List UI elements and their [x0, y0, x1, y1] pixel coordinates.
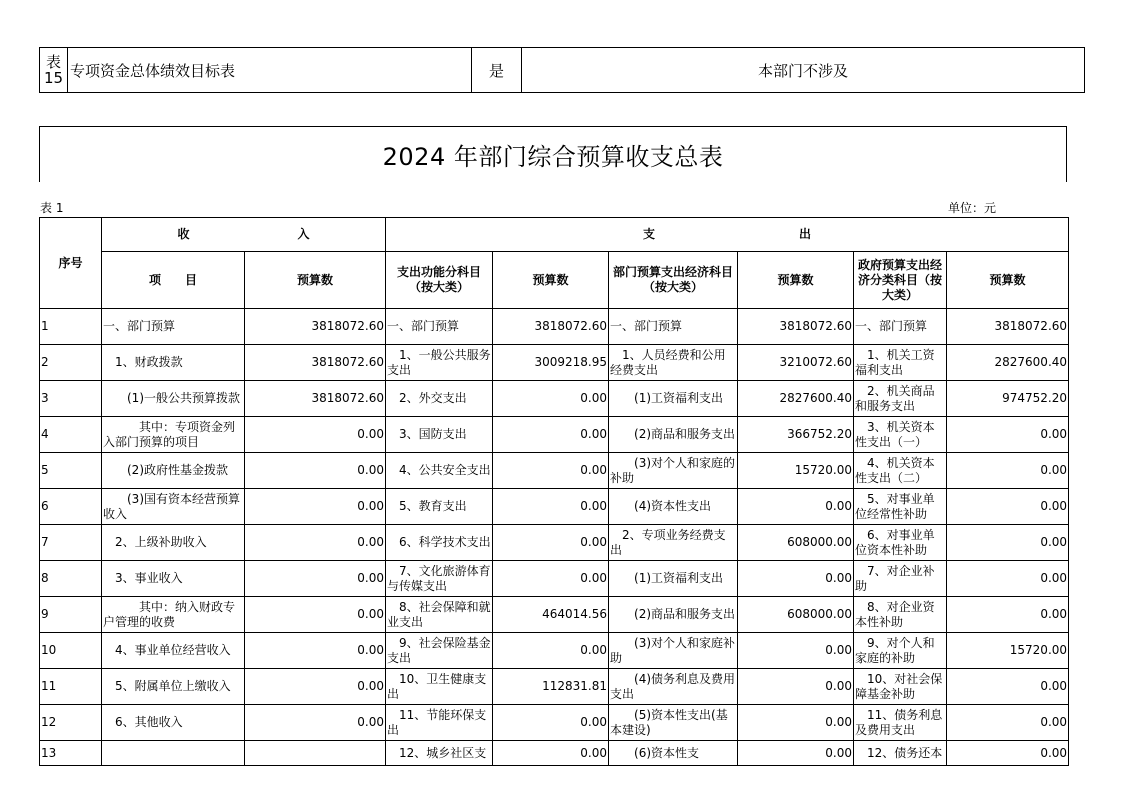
func-item-cell: 11、节能环保支出 [386, 705, 493, 741]
func-item-cell: 8、社会保障和就业支出 [386, 597, 493, 633]
seq-cell: 8 [40, 561, 102, 597]
gov-item-cell: 11、债务利息及费用支出 [854, 705, 947, 741]
dept-budget-cell: 3210072.60 [738, 345, 854, 381]
gov-item-cell: 5、对事业单位经常性补助 [854, 489, 947, 525]
func-budget-cell: 0.00 [493, 525, 609, 561]
func-item-cell: 1、一般公共服务支出 [386, 345, 493, 381]
gov-econ-header: 政府预算支出经济分类科目（按大类） [854, 252, 947, 309]
income-item-cell: 1、财政拨款 [102, 345, 245, 381]
gov-budget-cell: 0.00 [947, 561, 1069, 597]
table-row [40, 597, 1069, 633]
table-row [40, 453, 1069, 489]
dept-budget-cell: 0.00 [738, 705, 854, 741]
gov-item-cell: 2、机关商品和服务支出 [854, 381, 947, 417]
func-item-cell: 12、城乡社区支 [386, 741, 493, 766]
seq-cell: 9 [40, 597, 102, 633]
dept-item-cell: (2)商品和服务支出 [609, 597, 738, 633]
table-number: 表 1 [40, 201, 64, 215]
dept-budget-cell: 0.00 [738, 633, 854, 669]
dept-budget-cell: 366752.20 [738, 417, 854, 453]
func-budget-cell: 0.00 [493, 417, 609, 453]
income-budget-cell: 0.00 [245, 561, 386, 597]
table-row [40, 489, 1069, 525]
income-budget-cell: 0.00 [245, 669, 386, 705]
income-item-cell: (1)一般公共预算拨款 [102, 381, 245, 417]
func-item-cell: 4、公共安全支出 [386, 453, 493, 489]
func-budget-cell: 112831.81 [493, 669, 609, 705]
income-budget-cell: 0.00 [245, 705, 386, 741]
disclosure-flag-cell: 是 [472, 48, 522, 92]
gov-budget-cell: 0.00 [947, 525, 1069, 561]
func-item-cell: 5、教育支出 [386, 489, 493, 525]
expense-header: 支 出 [386, 218, 1069, 252]
dept-item-cell: (4)债务利息及费用支出 [609, 669, 738, 705]
dept-budget-cell: 3818072.60 [738, 309, 854, 345]
dept-budget-cell: 0.00 [738, 489, 854, 525]
gov-budget-cell: 0.00 [947, 705, 1069, 741]
seq-cell: 4 [40, 417, 102, 453]
seq-cell: 2 [40, 345, 102, 381]
func-item-cell: 一、部门预算 [386, 309, 493, 345]
dept-item-cell: 2、专项业务经费支出 [609, 525, 738, 561]
func-class-header: 支出功能分科目（按大类） [386, 252, 493, 309]
gov-budget-header: 预算数 [947, 252, 1069, 309]
gov-budget-cell: 0.00 [947, 669, 1069, 705]
table-row [40, 561, 1069, 597]
table-row [40, 417, 1069, 453]
dept-item-cell: (2)商品和服务支出 [609, 417, 738, 453]
gov-item-cell: 12、债务还本 [854, 741, 947, 766]
income-budget-header: 预算数 [245, 252, 386, 309]
dept-budget-cell: 0.00 [738, 561, 854, 597]
dept-item-cell: (1)工资福利支出 [609, 381, 738, 417]
gov-budget-cell: 3818072.60 [947, 309, 1069, 345]
gov-budget-cell: 2827600.40 [947, 345, 1069, 381]
income-item-cell [102, 741, 245, 766]
table-row [40, 741, 1069, 766]
func-budget-cell: 3818072.60 [493, 309, 609, 345]
func-item-cell: 10、卫生健康支出 [386, 669, 493, 705]
unit-label: 单位：元 [948, 201, 997, 215]
page-title: 2024 年部门综合预算收支总表 [39, 126, 1067, 182]
income-budget-cell: 0.00 [245, 453, 386, 489]
func-item-cell: 6、科学技术支出 [386, 525, 493, 561]
dept-budget-cell: 608000.00 [738, 597, 854, 633]
income-budget-cell: 3818072.60 [245, 381, 386, 417]
gov-item-cell: 4、机关资本性支出（二） [854, 453, 947, 489]
table-row [40, 705, 1069, 741]
table-number-cell [40, 48, 68, 92]
income-item-cell: 其中：纳入财政专户管理的收费 [102, 597, 245, 633]
gov-item-cell: 10、对社会保障基金补助 [854, 669, 947, 705]
table-row [40, 525, 1069, 561]
func-item-cell: 7、文化旅游体育与传媒支出 [386, 561, 493, 597]
gov-budget-cell: 15720.00 [947, 633, 1069, 669]
income-item-header: 项 目 [102, 252, 245, 309]
income-header: 收 入 [102, 218, 386, 252]
gov-budget-cell: 974752.20 [947, 381, 1069, 417]
gov-budget-cell: 0.00 [947, 417, 1069, 453]
table-row [40, 381, 1069, 417]
seq-cell: 10 [40, 633, 102, 669]
income-budget-cell: 0.00 [245, 633, 386, 669]
income-budget-cell: 3818072.60 [245, 309, 386, 345]
income-item-cell: 一、部门预算 [102, 309, 245, 345]
table-row [40, 345, 1069, 381]
seq-cell: 12 [40, 705, 102, 741]
dept-econ-header: 部门预算支出经济科目（按大类） [609, 252, 738, 309]
func-budget-cell: 0.00 [493, 453, 609, 489]
income-item-cell: 4、事业单位经营收入 [102, 633, 245, 669]
gov-item-cell: 8、对企业资本性补助 [854, 597, 947, 633]
seq-cell: 1 [40, 309, 102, 345]
gov-item-cell: 6、对事业单位资本性补助 [854, 525, 947, 561]
func-item-cell: 2、外交支出 [386, 381, 493, 417]
income-item-cell: (2)政府性基金拨款 [102, 453, 245, 489]
seq-cell: 11 [40, 669, 102, 705]
income-budget-cell: 0.00 [245, 597, 386, 633]
gov-budget-cell: 0.00 [947, 597, 1069, 633]
dept-item-cell: (6)资本性支 [609, 741, 738, 766]
gov-budget-cell: 0.00 [947, 489, 1069, 525]
gov-item-cell: 7、对企业补助 [854, 561, 947, 597]
income-budget-cell: 0.00 [245, 417, 386, 453]
dept-item-cell: 1、人员经费和公用经费支出 [609, 345, 738, 381]
dept-item-cell: (1)工资福利支出 [609, 561, 738, 597]
dept-budget-cell: 2827600.40 [738, 381, 854, 417]
func-budget-cell: 3009218.95 [493, 345, 609, 381]
table-row [40, 633, 1069, 669]
func-budget-cell: 0.00 [493, 741, 609, 766]
dept-item-cell: (3)对个人和家庭补助 [609, 633, 738, 669]
func-budget-cell: 0.00 [493, 633, 609, 669]
table-name-cell: 专项资金总体绩效目标表 [68, 48, 472, 92]
income-item-cell: 2、上级补助收入 [102, 525, 245, 561]
table-number-value: 15 [43, 69, 64, 87]
func-budget-cell: 0.00 [493, 561, 609, 597]
gov-item-cell: 9、对个人和家庭的补助 [854, 633, 947, 669]
seq-header: 序号 [40, 218, 102, 309]
dept-item-cell: 一、部门预算 [609, 309, 738, 345]
table-row [40, 309, 1069, 345]
seq-cell: 5 [40, 453, 102, 489]
income-budget-cell: 0.00 [245, 525, 386, 561]
func-item-cell: 9、社会保险基金支出 [386, 633, 493, 669]
dept-item-cell: (4)资本性支出 [609, 489, 738, 525]
table-row [40, 669, 1069, 705]
func-budget-cell: 0.00 [493, 381, 609, 417]
seq-cell: 6 [40, 489, 102, 525]
income-budget-cell [245, 741, 386, 766]
gov-budget-cell: 0.00 [947, 453, 1069, 489]
dept-budget-cell: 0.00 [738, 741, 854, 766]
income-item-cell: 其中：专项资金列入部门预算的项目 [102, 417, 245, 453]
seq-cell: 13 [40, 741, 102, 766]
income-budget-cell: 3818072.60 [245, 345, 386, 381]
func-budget-cell: 464014.56 [493, 597, 609, 633]
dept-budget-cell: 15720.00 [738, 453, 854, 489]
gov-budget-cell: 0.00 [947, 741, 1069, 766]
func-budget-cell: 0.00 [493, 489, 609, 525]
gov-item-cell: 1、机关工资福利支出 [854, 345, 947, 381]
table-number-label: 表 [45, 53, 61, 71]
func-budget-header: 预算数 [493, 252, 609, 309]
income-item-cell: 3、事业收入 [102, 561, 245, 597]
income-budget-cell: 0.00 [245, 489, 386, 525]
remark-cell: 本部门不涉及 [757, 61, 848, 80]
func-budget-cell: 0.00 [493, 705, 609, 741]
gov-item-cell: 一、部门预算 [854, 309, 947, 345]
seq-cell: 7 [40, 525, 102, 561]
gov-item-cell: 3、机关资本性支出（一） [854, 417, 947, 453]
income-item-cell: (3)国有资本经营预算收入 [102, 489, 245, 525]
related-table-row [39, 47, 1085, 93]
dept-budget-header: 预算数 [738, 252, 854, 309]
income-item-cell: 6、其他收入 [102, 705, 245, 741]
dept-budget-cell: 608000.00 [738, 525, 854, 561]
budget-summary-table [39, 217, 1069, 766]
seq-cell: 3 [40, 381, 102, 417]
dept-item-cell: (5)资本性支出(基本建设) [609, 705, 738, 741]
income-item-cell: 5、附属单位上缴收入 [102, 669, 245, 705]
dept-budget-cell: 0.00 [738, 669, 854, 705]
func-item-cell: 3、国防支出 [386, 417, 493, 453]
dept-item-cell: (3)对个人和家庭的补助 [609, 453, 738, 489]
